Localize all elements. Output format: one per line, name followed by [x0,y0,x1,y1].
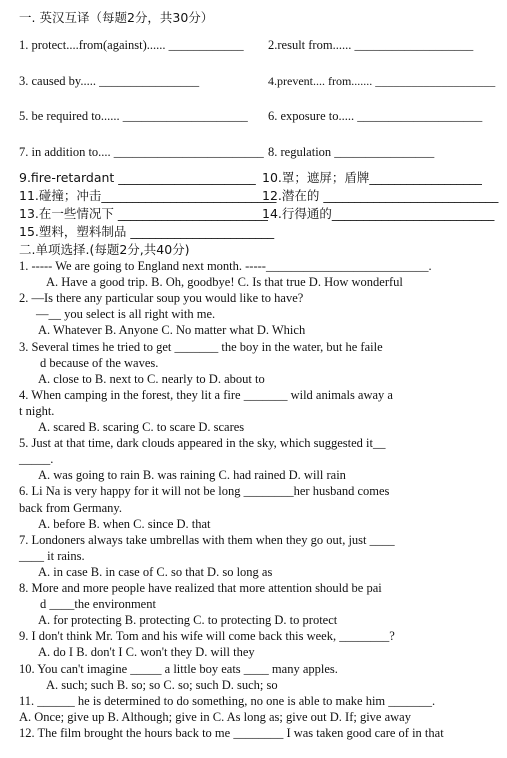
question-line: 9. I don't think Mr. Tom and his wife will come back this week, ________? [19,629,395,644]
vocab-item-left: 13.在一些情况下 ________________________ [19,206,268,221]
question-line: 5. Just at that time, dark clouds appeared in the sky, which suggested it__ [19,436,386,451]
question-line: 12. The film brought the hours back to me ________ I was taken good care of in that [19,725,444,740]
answer-options: A. Whatever B. Anyone C. No matter what D. Which [38,323,306,338]
vocab-item-left: 5. be required to...... ____________________ [19,109,248,123]
vocab-item-left: 15.塑料，塑料制品 _______________________ [19,224,275,239]
question-continuation: back from Germany. [19,500,122,515]
vocab-item-right: 2.result from...... ___________________ [268,38,474,52]
question-continuation: d because of the waves. [40,355,159,370]
vocab-item-left: 11.碰撞；冲击____________________________ [19,188,277,203]
question-continuation: t night. [19,403,55,418]
question-line: 1. ----- We are going to England next month. -----__________________________. [19,259,432,273]
answer-options: A. before B. when C. since D. that [38,516,211,531]
answer-options: A. was going to rain B. was raining C. had rained D. will rain [38,468,346,483]
answer-options: A. Once; give up B. Although; give in C. As long as; give out D. If; give away [19,709,411,724]
answer-options: A. scared B. scaring C. to scare D. scares [38,420,245,434]
question-continuation: _____. [19,452,54,467]
question-continuation: —__ you select is all right with me. [36,307,216,322]
question-line: 10. You can't imagine _____ a little boy eats ____ many apples. [19,661,338,676]
vocab-item-right: 6. exposure to..... ____________________ [268,109,483,123]
question-line: 4. When camping in the forest, they lit a fire _______ wild animals away a [19,387,393,402]
vocab-item-left: 7. in addition to.... ________________________ [19,145,264,159]
vocab-item-left: 9.fire-retardant ______________________ [19,170,256,185]
vocab-item-left: 1. protect....from(against)...... ____________ [19,38,244,52]
vocab-item-right: 4.prevent.... from....... ____________________ [268,74,496,88]
answer-options: A. in case B. in case of C. so that D. so long as [38,564,273,579]
section1-heading: 一. 英汉互译（每题2分，共30分） [19,10,214,25]
answer-options: A. do I B. don't I C. won't they D. will they [38,645,255,660]
section2-heading: 二.单项选择.(每题2分,共40分) [19,242,190,257]
vocab-item-right: 8. regulation ________________ [268,145,435,159]
vocab-item-left: 3. caused by..... ________________ [19,74,200,88]
question-line: 11. ______ he is determined to do something, no one is able to make him _______. [19,693,436,708]
question-line: 6. Li Na is very happy for it will not be long ________her husband comes [19,484,390,499]
answer-options: A. close to B. next to C. nearly to D. about to [38,371,265,386]
answer-options: A. Have a good trip. B. Oh, goodbye! C. Is that true D. How wonderful [46,275,403,290]
answer-options: A. for protecting B. protecting C. to protecting D. to protect [38,613,338,628]
question-line: 2. —Is there any particular soup you would like to have? [19,291,304,306]
vocab-item-right: 10.罩；遮屏；盾牌__________________ [262,170,482,185]
vocab-item-right: 14.行得通的__________________________ [262,206,495,221]
question-continuation: d ____the environment [40,597,156,612]
question-line: 8. More and more people have realized that more attention should be pai [19,581,382,595]
question-line: 3. Several times he tried to get _______ the boy in the water, but he faile [19,339,383,354]
vocab-item-right: 12.潜在的 ____________________________ [262,188,499,203]
question-continuation: ____ it rains. [19,548,85,563]
answer-options: A. such; such B. so; so C. so; such D. such; so [46,677,278,692]
question-line: 7. Londoners always take umbrellas with them when they go out, just ____ [19,532,395,547]
